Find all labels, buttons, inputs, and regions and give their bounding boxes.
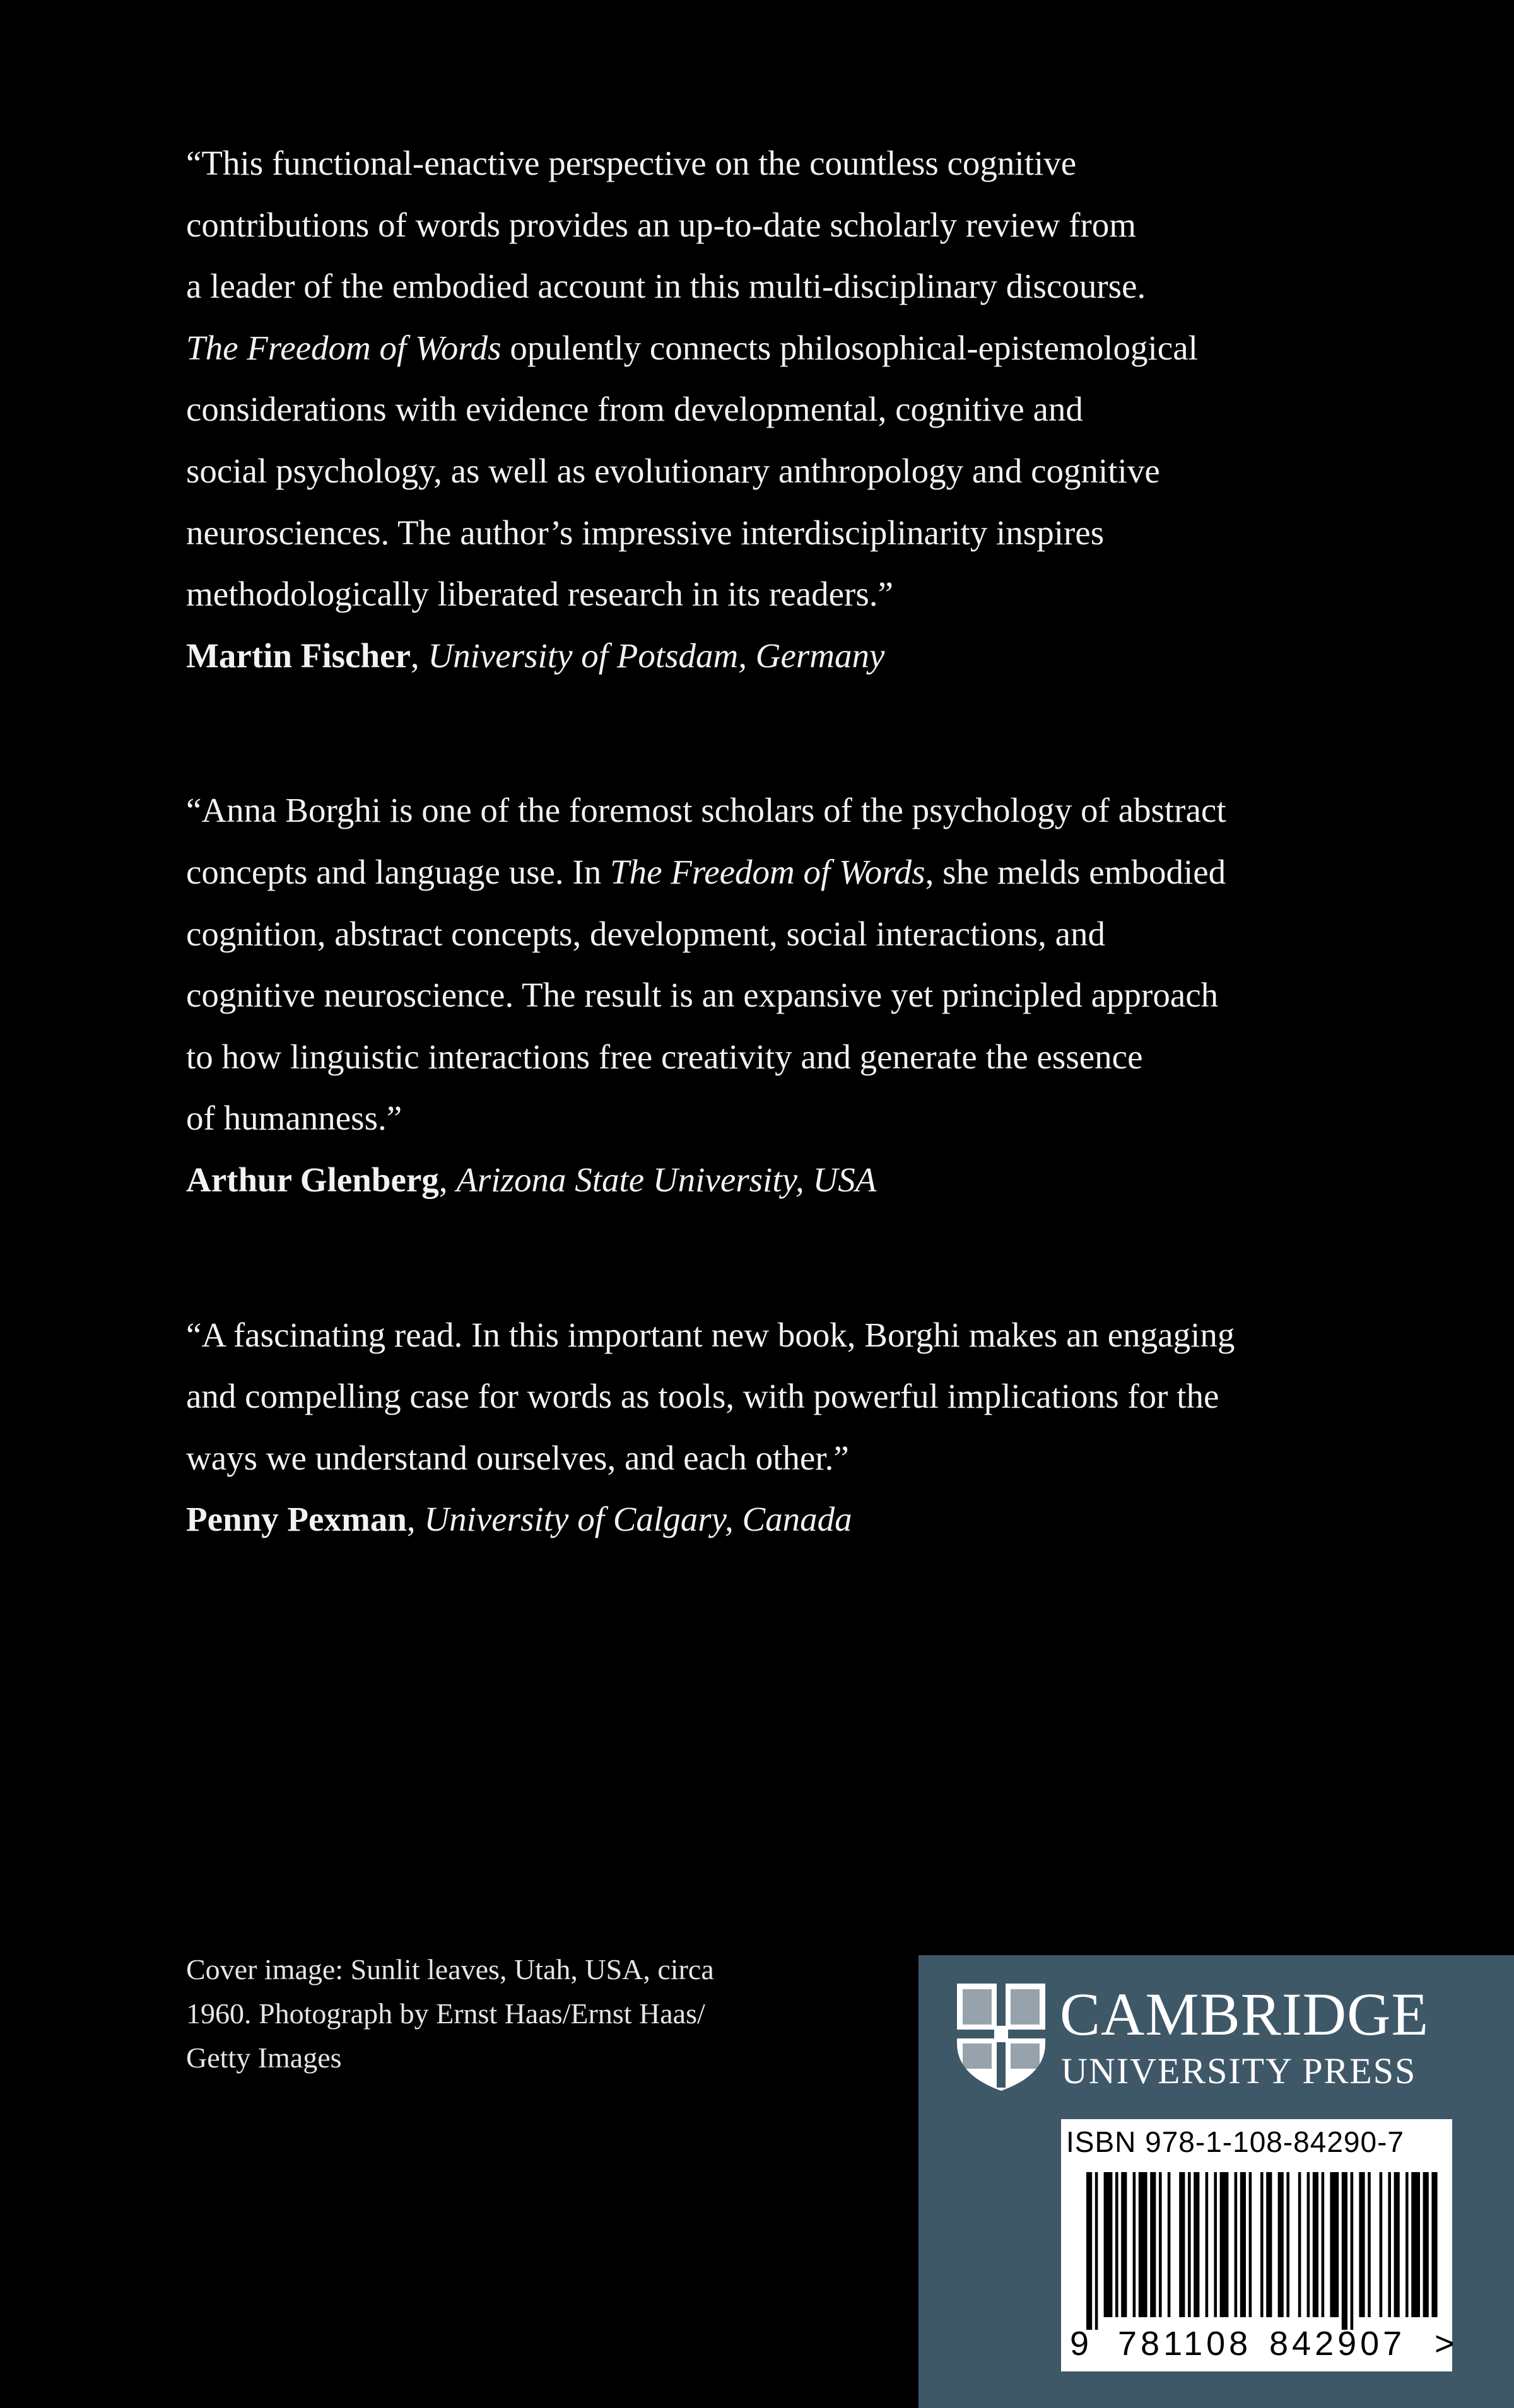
barcode-bar [1121,2172,1127,2317]
endorsement-attribution: Arthur Glenberg, Arizona State University, USA [186,1160,877,1199]
barcode-bar [1411,2172,1420,2317]
barcode-bar [1388,2172,1391,2317]
endorser-name: Penny Pexman [186,1500,407,1539]
barcode-bar [1150,2172,1156,2317]
barcode-bar [1133,2172,1136,2317]
barcode-digits: 781108 [1118,2325,1252,2363]
barcode-bar [1214,2172,1217,2317]
barcode-bar [1359,2172,1364,2317]
endorser-affiliation: University of Potsdam, Germany [428,636,885,675]
quote-text: opulently connects philosophical-epistemological considerations with evidence from developmental, cognitive and social psychology, as well as evolutionary anthropology and cognitive neurosciences. The author’s impressive interdisciplinarity inspires methodologically liberated research in its readers.” [186,328,1198,614]
endorsement-3 [186,1304,1423,1550]
book-title: The Freedom of Words [186,328,502,367]
barcode-digits: > [1435,2325,1458,2363]
barcode-bar [1188,2172,1191,2317]
endorsements [186,132,1423,1644]
endorser-name: Martin Fischer [186,636,411,675]
barcode-bar [1086,2172,1092,2330]
isbn-barcode [1061,2119,1458,2371]
barcode-bar [1179,2172,1185,2317]
endorsement-2 [186,780,1423,1210]
quote-text: “Anna Borghi is one of the foremost scholars of the psychology of abstract concepts and language use. In [186,791,1226,891]
barcode-bar [1307,2172,1310,2317]
quote-text: “This functional-enactive perspective on the countless cognitive contributions of words provides an up-to-date scholarly review from a leader of the embodied account in this multi-disciplinary discourse. [186,144,1146,306]
endorser-affiliation: University of Calgary, Canada [424,1500,852,1539]
barcode-bar [1278,2172,1284,2317]
endorser-name: Arthur Glenberg [186,1160,439,1199]
endorser-affiliation: Arizona State University, USA [456,1160,877,1199]
publisher-subtitle: UNIVERSITY PRESS [1061,2050,1417,2091]
barcode-bar [1249,2172,1252,2317]
barcode-bar [1330,2172,1339,2317]
barcode-bar [1405,2172,1409,2317]
barcode-bar [1298,2172,1301,2317]
quote-text: , she melds embodied cognition, abstract concepts, development, social interactions, and cognitive neuroscience. The result is an expansive yet principled approach to how linguistic interactions free creativity and generate the essence of humanness.” [186,852,1226,1138]
barcode-bar [1313,2172,1318,2317]
university-crest-icon [954,1980,1048,2094]
barcode-bar [1139,2172,1147,2317]
barcode-bar [1380,2172,1383,2317]
barcode-bar [1206,2172,1209,2317]
barcode-bar [1240,2172,1246,2317]
endorsement-attribution: Martin Fischer, University of Potsdam, Germany [186,636,885,675]
quote-text: “A fascinating read. In this important new book, Borghi makes an engaging and compelling case for words as tools, with powerful implications for the ways we understand ourselves, and each other.” [186,1315,1235,1477]
barcode-bar [1286,2172,1289,2317]
barcode-bar [1115,2172,1118,2317]
endorsement-1 [186,132,1423,686]
book-title: The Freedom of Words [609,852,925,891]
barcode-bar [1394,2172,1400,2317]
publisher-logo [954,1980,1496,2100]
barcode-bar [1266,2172,1272,2317]
endorsement-quote [186,1304,1423,1489]
barcode-bar [1431,2172,1437,2317]
barcode-digits: 9 [1070,2325,1093,2363]
barcode-bar [1322,2172,1325,2317]
publisher-panel [918,1955,1514,2408]
barcode-bar [1194,2172,1199,2317]
endorsement-quote [186,780,1423,1149]
barcode-bar [1235,2172,1238,2317]
barcode-bar [1095,2172,1098,2330]
cover-image-credit: Cover image: Sunlit leaves, Utah, USA, circa 1960. Photograph by Ernst Haas/Ernst Haas/ Getty Images [186,1953,714,2074]
barcode-bar [1342,2172,1347,2330]
barcode-bar [1351,2172,1354,2330]
barcode-bar [1368,2172,1371,2317]
barcode-bar [1159,2172,1162,2317]
barcode-bar [1260,2172,1264,2317]
barcode-digits: 842907 [1269,2325,1406,2363]
endorsement-quote [186,132,1423,625]
barcode-graphic [1061,2166,1458,2368]
barcode-bar [1168,2172,1171,2317]
isbn-label: ISBN 978-1-108-84290-7 [1066,2125,1404,2158]
barcode-bar [1423,2172,1429,2317]
barcode-bar [1104,2172,1113,2317]
publisher-name: CAMBRIDGE [1060,1980,1429,2048]
endorsement-attribution: Penny Pexman, University of Calgary, Canada [186,1500,852,1539]
barcode-bar [1220,2172,1229,2317]
